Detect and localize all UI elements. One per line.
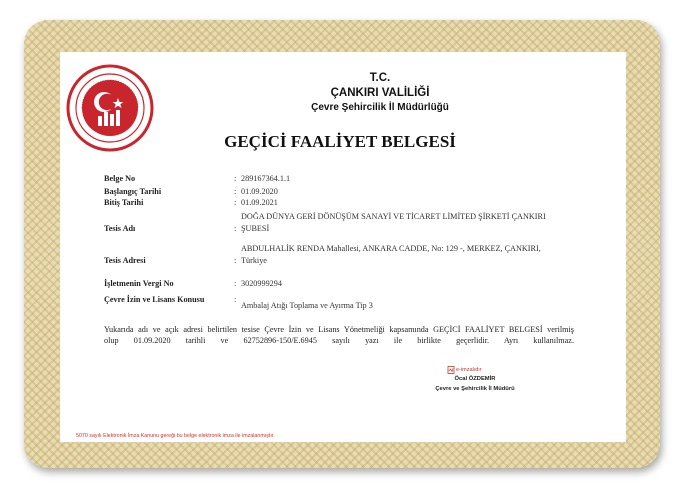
document-title: GEÇİCİ FAALİYET BELGESİ (224, 132, 456, 151)
signer-title: Çevre ve Şehircilik İl Müdürü (435, 386, 515, 392)
label-belge-no: Belge No (104, 174, 136, 183)
label-konu: Çevre İzin ve Lisans Konusu (104, 295, 205, 304)
value-baslangic: 01.09.2020 (241, 187, 278, 196)
paragraph-line: olup 01.09.2020 tarihli ve 62752896-150/E.6945 sayılı yazı ile birlikte geçerlidir. Ayrı kullanılmaz. (104, 336, 574, 345)
value-konu: Ambalaj Atığı Toplama ve Ayırma Tip 3 (241, 301, 373, 310)
value-bitis: 01.09.2021 (241, 198, 278, 207)
label-tesis-adresi: Tesis Adresi (104, 256, 146, 265)
paragraph-line: Yukarıda adı ve açık adresi belirtilen tesise Çevre İzin ve Lisans Yönetmeliği kapsamında GEÇİCİ FAALİYET BELGESİ verilmiş (104, 325, 574, 334)
e-signed-label: e-imzalıdır (456, 367, 482, 373)
header-tc: T.C. (369, 72, 391, 84)
colon: : (234, 279, 237, 288)
label-bitis: Bitiş Tarihi (104, 198, 144, 207)
label-vergi-no: İşletmenin Vergi No (104, 279, 174, 288)
value-vergi-no: 3020999294 (241, 279, 282, 288)
colon: : (234, 224, 237, 233)
colon: : (234, 187, 237, 196)
signer-name: Öcal ÖZDEMİR (454, 376, 496, 382)
colon: : (234, 198, 237, 207)
colon: : (234, 174, 237, 183)
value-tesis-adresi-line2: Türkiye (241, 256, 267, 265)
label-baslangic: Başlangıç Tarihi (104, 187, 162, 196)
validity-paragraph (104, 324, 574, 346)
colon: : (234, 256, 237, 265)
value-tesis-adi-line1: DOĞA DÜNYA GERİ DÖNÜŞÜM SANAYİ VE TİCARET LİMİTED ŞİRKETİ ÇANKIRI (241, 212, 546, 221)
header-governorship: ÇANKIRI VALİLİĞİ (330, 87, 430, 99)
ministry-seal-icon (66, 64, 154, 152)
footer-legal-note: 5070 sayılı Elektronik İmza Kanunu gereği bu belge elektronik imza ile imzalanmıştır. (76, 433, 275, 439)
value-belge-no: 289167364.1.1 (241, 174, 291, 183)
e-signature-icon (447, 366, 455, 374)
value-tesis-adresi-line1: ABDULHALİK RENDA Mahallesi, ANKARA CADDE, No: 129 -, MERKEZ, ÇANKIRI, (241, 244, 541, 253)
colon: : (234, 295, 237, 304)
header-directorate: Çevre Şehircilik İl Müdürlüğü (311, 102, 449, 113)
value-tesis-adi-line2: ŞUBESİ (241, 224, 270, 233)
label-tesis-adi: Tesis Adı (104, 224, 136, 233)
